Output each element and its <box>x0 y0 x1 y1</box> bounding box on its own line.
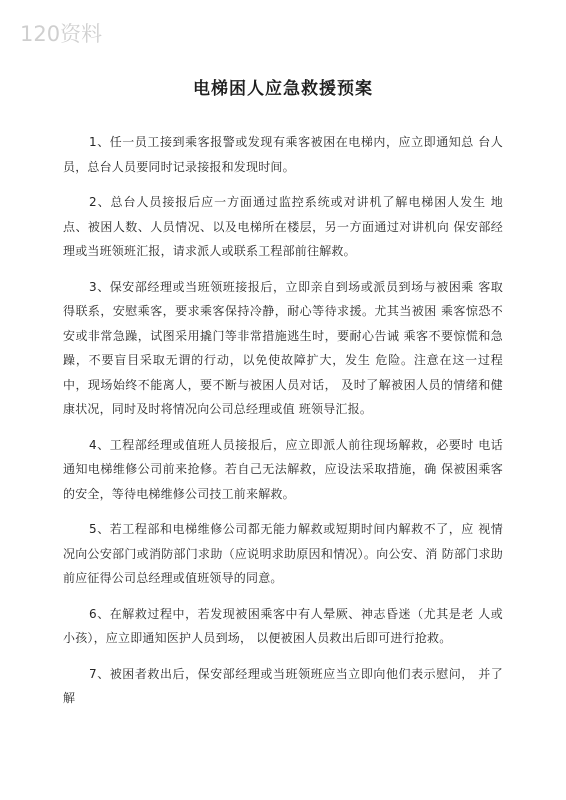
document-title: 电梯困人应急救援预案 <box>193 79 373 99</box>
paragraph-3: 3、保安部经理或当班领班接报后，立即亲自到场或派员到场与被困乘 客取得联系，安慰乘客，要求乘客保持冷静，耐心等待求援。尤其当被困 乘客惊恐不安或非常急躁，试图采用撬门等非常措施逃生时，要耐心告诫 乘客不要惊慌和急躁，不要盲目采取无谓的行动，以免使故障扩大，发生 危险。注意在这一过程中，现场始终不能离人，要不断与被困人员对话， 及时了解被困人员的情绪和健康状况，同时及时将情况向公司总经理或值 班领导汇报。 <box>63 279 503 416</box>
paragraph-1: 1、任一员工接到乘客报警或发现有乘客被困在电梯内，应立即通知总 台人员，总台人员要同时记录接报和发现时间。 <box>63 135 503 174</box>
paragraph-2: 2、总台人员接报后应一方面通过监控系统或对讲机了解电梯困人发生 地点、被困人数、人员情况、以及电梯所在楼层，另一方面通过对讲机向 保安部经理或当班领班汇报，请求派人或联系工程部前往解救。 <box>63 195 503 258</box>
paragraph-5: 5、若工程部和电梯维修公司都无能力解救或短期时间内解救不了，应 视情况向公安部门或消防部门求助（应说明求助原因和情况）。向公安、消 防部门求助前应征得公司总经理或值班领导的同意。 <box>63 522 503 585</box>
paragraph-6: 6、在解救过程中，若发现被困乘客中有人晕厥、神志昏迷（尤其是老 人或小孩），应立即通知医护人员到场， 以便被困人员救出后即可进行抢救。 <box>63 606 503 645</box>
paragraph-7: 7、被困者救出后，保安部经理或当班领班应当立即向他们表示慰问， 并了解 <box>63 666 503 705</box>
watermark: 120资料 <box>20 22 103 46</box>
paragraph-4: 4、工程部经理或值班人员接报后，应立即派人前往现场解救，必要时 电话通知电梯维修公司前来抢修。若自己无法解救，应设法采取措施，确 保被困乘客的安全，等待电梯维修公司技工前来解救。 <box>63 437 503 501</box>
document-body <box>63 130 503 722</box>
